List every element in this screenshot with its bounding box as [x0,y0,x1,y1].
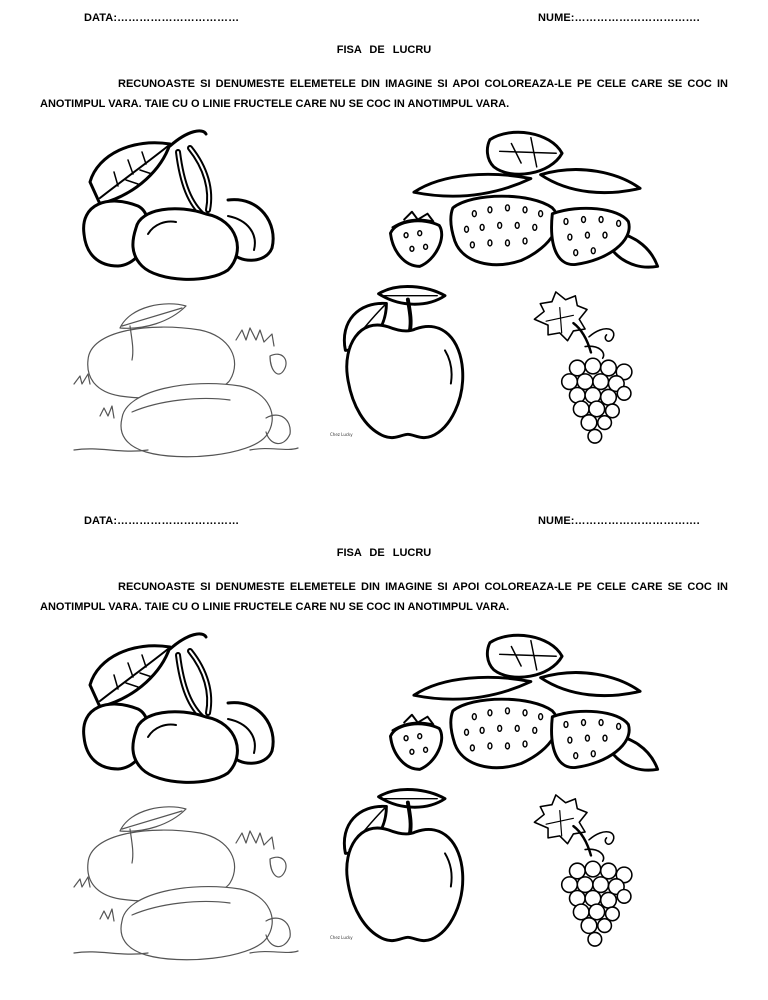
worksheet-instructions: RECUNOASTE SI DENUMESTE ELEMETELE DIN IMAGINE SI APOI COLOREAZA-LE PE CELE CARE SE COC IN ANOTIMPUL VARA. TAIE CU O LINIE FRUCTELE CARE NU SE COC IN ANOTIMPUL VARA. [40,78,728,110]
image-credit: Chez Lucky [330,432,353,437]
date-field-label: DATA:…………………………… [84,12,240,24]
grapes-drawing [530,290,648,446]
cherries-drawing [78,627,278,787]
cherries-drawing [78,124,278,284]
apple-drawing [328,282,478,448]
worksheet-top [0,0,768,497]
worksheet-bottom [0,503,768,1000]
worksheet-instructions: RECUNOASTE SI DENUMESTE ELEMETELE DIN IMAGINE SI APOI COLOREAZA-LE PE CELE CARE SE COC IN ANOTIMPUL VARA. TAIE CU O LINIE FRUCTELE CARE NU SE COC IN ANOTIMPUL VARA. [40,581,728,613]
name-field-label: NUME:……………………………. [538,12,700,24]
plums-drawing [70,300,300,460]
grapes-drawing [530,793,648,949]
apple-drawing [328,785,478,951]
plums-drawing [70,803,300,963]
name-field-label: NUME:……………………………. [538,515,700,527]
strawberries-drawing [384,627,668,783]
image-credit: Chez Lucky [330,935,353,940]
worksheet-title: FISA DE LUCRU [336,44,432,56]
strawberries-drawing [384,124,668,280]
worksheet-title: FISA DE LUCRU [336,547,432,559]
date-field-label: DATA:…………………………… [84,515,240,527]
